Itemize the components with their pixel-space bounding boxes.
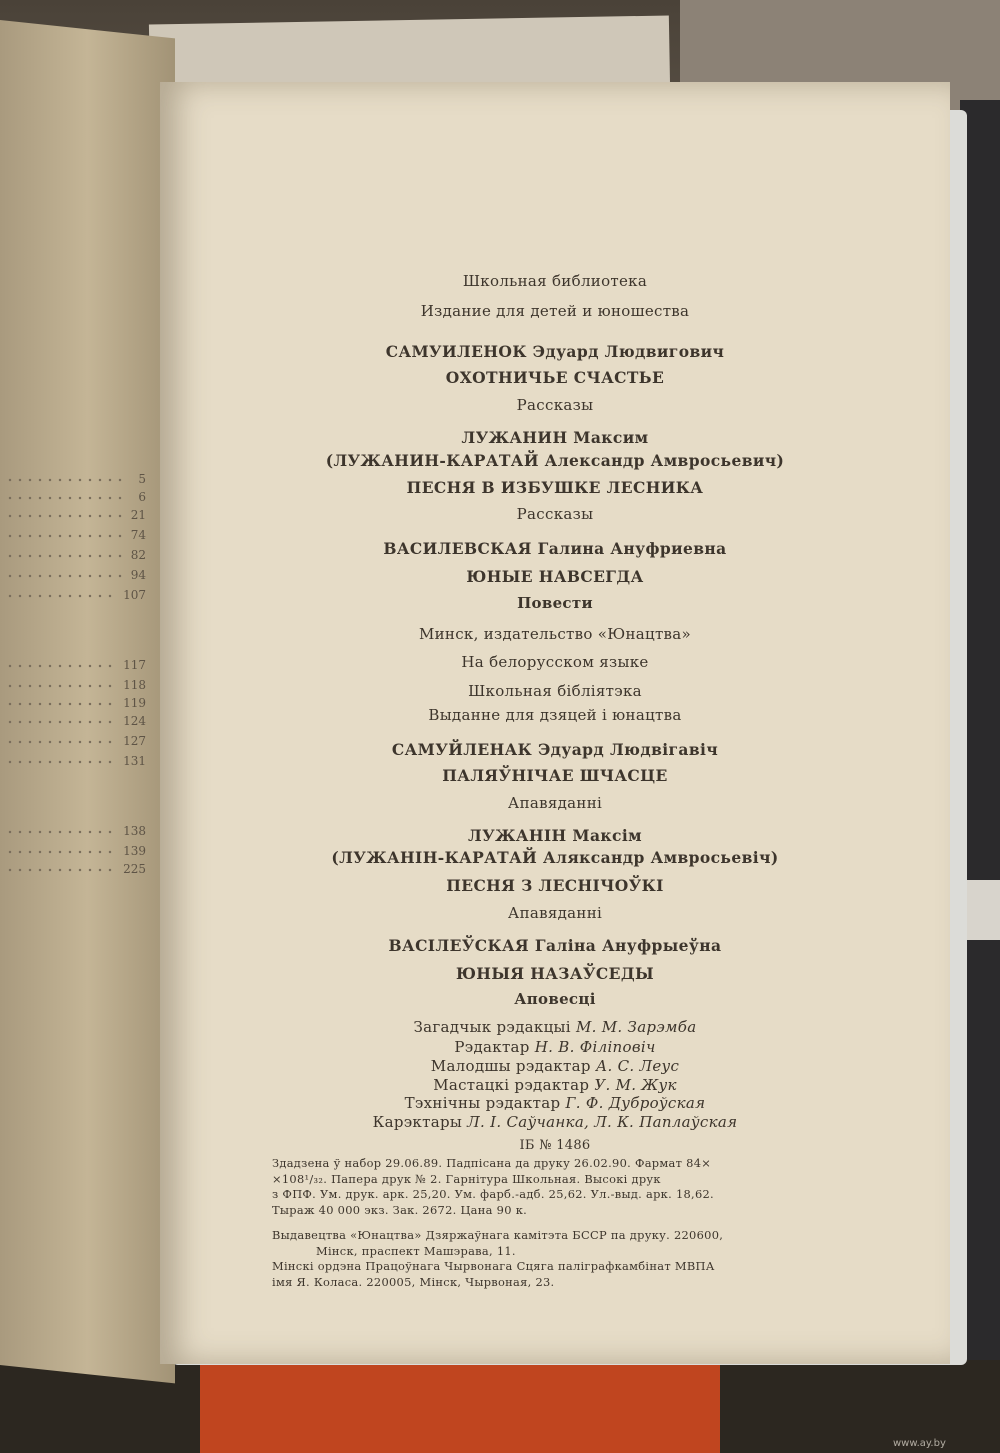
imprint-line: Мінскі ордэна Працоўнага Чырвонага Сцяга паліграфкамбінат МВПА [272, 1259, 715, 1273]
imprint-line: імя Я. Коласа. 220005, Мінск, Чырвоная, 23. [272, 1274, 555, 1289]
credit-line [160, 1113, 950, 1131]
genre-line-by: Апавяданні [507, 794, 603, 812]
imprint-line: ×108¹/₃₂. Папера друк № 2. Гарнітура Школьная. Высокі друк [272, 1171, 661, 1186]
page-number: 21 [130, 508, 146, 522]
credit-name: У. М. Жук [594, 1076, 677, 1094]
page-number: 74 [130, 528, 146, 542]
imprint-line: Мінск, праспект Машэрава, 11. [316, 1243, 516, 1258]
credit-name: Л. І. Саўчанка, Л. К. Паплаўская [467, 1113, 738, 1131]
credit-role: Тэхнічны рэдактар [404, 1094, 561, 1112]
credit-role: Загадчык рэдакцыі [413, 1018, 571, 1036]
left-page-numbers [0, 0, 150, 1453]
page-number: 94 [130, 568, 146, 582]
work-title-by: ПАЛЯЎНІЧАЕ ШЧАСЦЕ [442, 766, 668, 785]
watermark: www.ay.by [893, 1438, 946, 1449]
imprint-block [272, 1156, 832, 1290]
genre-line: Рассказы [516, 396, 594, 414]
credit-name: Г. Ф. Дуброўская [565, 1094, 706, 1112]
page-number: 119 [123, 696, 146, 710]
page-number: 124 [123, 714, 146, 728]
genre-line: Рассказы [516, 505, 594, 523]
page-number: 127 [123, 734, 146, 748]
author-line-by: ВАСІЛЕЎСКАЯ Галіна Ануфрыеўна [388, 936, 722, 955]
publisher-line: Минск, издательство «Юнацтва» [418, 625, 692, 643]
credit-role: Малодшы рэдактар [430, 1057, 591, 1075]
credit-role: Карэктары [372, 1113, 463, 1131]
genre-line-by: Аповесці [514, 990, 596, 1008]
author-fullname: (ЛУЖАНИН-КАРАТАЙ Александр Амвросьевич) [325, 451, 785, 470]
page-number: 131 [123, 754, 146, 768]
page-number: 5 [138, 472, 146, 486]
page-number: 82 [130, 548, 146, 562]
author-fullname-by: (ЛУЖАНІН-КАРАТАЙ Аляксандр Амвросьевіч) [331, 848, 779, 867]
work-title-by: ПЕСНЯ З ЛЕСНІЧОЎКІ [446, 876, 664, 895]
work-title: ОХОТНИЧЬЕ СЧАСТЬЕ [445, 368, 665, 387]
credit-line [160, 1057, 950, 1075]
credit-name: Н. В. Філіповіч [534, 1038, 656, 1056]
imprint-line: з ФПФ. Ум. друк. арк. 25,20. Ум. фарб.-адб. 25,62. Ул.-выд. арк. 18,62. [272, 1187, 714, 1201]
audience-line: Издание для детей и юношества [420, 302, 690, 320]
page-number: 138 [123, 824, 146, 838]
imprint-line: Тыраж 40 000 экз. Зак. 2672. Цана 90 к. [272, 1202, 528, 1217]
credit-name: М. М. Зарэмба [575, 1018, 697, 1036]
background-orange-book [200, 1358, 720, 1453]
audience-line-by: Выданне для дзяцей і юнацтва [428, 706, 682, 724]
page-number: 225 [123, 862, 146, 876]
page-number: 107 [123, 588, 146, 602]
credit-line [160, 1038, 950, 1056]
credit-line [160, 1076, 950, 1094]
work-title: ЮНЫЕ НАВСЕГДА [466, 567, 644, 586]
language-line: На белорусском языке [461, 653, 649, 671]
credit-role: Рэдактар [454, 1038, 530, 1056]
imprint-line: Здадзена ў набор 29.06.89. Падпісана да друку 26.02.90. Фармат 84× [272, 1156, 712, 1170]
work-title: ПЕСНЯ В ИЗБУШКЕ ЛЕСНИКА [406, 478, 704, 497]
credit-name: А. С. Леус [595, 1057, 680, 1075]
page-number: 139 [123, 844, 146, 858]
page-number: 118 [123, 678, 146, 692]
genre-line-by: Апавяданні [507, 904, 603, 922]
imprint-line: Выдавецтва «Юнацтва» Дзяржаўнага камітэта БССР па друку. 220600, [272, 1228, 724, 1242]
page-number: 117 [123, 658, 146, 672]
author-line: САМУИЛЕНОК Эдуард Людвигович [385, 342, 725, 361]
work-title-by: ЮНЫЯ НАЗАЎСЕДЫ [455, 964, 655, 983]
series-title: Школьная библиотека [462, 272, 648, 290]
credit-line [160, 1094, 950, 1112]
page-number: 6 [138, 490, 146, 504]
series-title-by: Школьная бібліятэка [468, 682, 642, 700]
genre-line: Повести [517, 594, 593, 612]
credit-line [160, 1018, 950, 1036]
author-line: ЛУЖАНИН Максим [461, 428, 649, 447]
author-line: ВАСИЛЕВСКАЯ Галина Ануфриевна [383, 539, 727, 558]
ib-number: ІБ № 1486 [519, 1138, 591, 1153]
author-line-by: ЛУЖАНІН Максім [468, 826, 642, 845]
author-line-by: САМУЙЛЕНАК Эдуард Людвігавіч [391, 740, 719, 759]
credit-role: Мастацкі рэдактар [433, 1076, 590, 1094]
